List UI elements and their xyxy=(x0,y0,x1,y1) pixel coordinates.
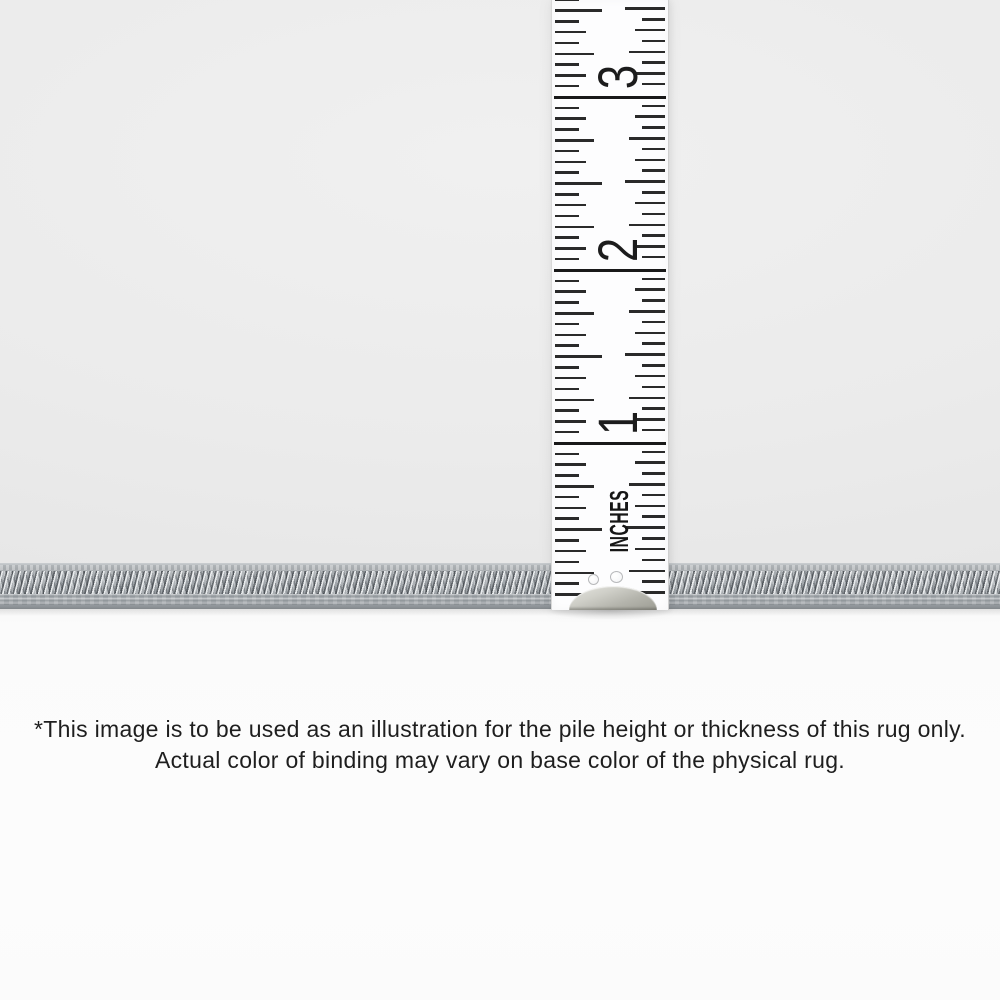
ruler-tick xyxy=(642,537,665,540)
ruler-tick xyxy=(635,29,665,32)
ruler-tick xyxy=(555,42,579,45)
ruler-tick xyxy=(555,63,579,66)
ruler-tick xyxy=(555,301,579,304)
ruler-tick xyxy=(555,139,594,142)
ruler-tick xyxy=(555,182,602,185)
ruler-number-3: 3 xyxy=(586,64,649,90)
ruler-tick xyxy=(555,128,579,131)
ruler-tick xyxy=(555,236,579,239)
ruler-tick xyxy=(555,528,602,531)
floor-background xyxy=(0,609,1000,1000)
ruler-unit-label: INCHES xyxy=(604,489,634,553)
ruler-tick xyxy=(625,7,665,10)
ruler-tick xyxy=(555,258,579,261)
ruler-inch-line xyxy=(554,96,666,99)
ruler-tick xyxy=(555,388,579,391)
ruler-tick xyxy=(555,150,579,153)
ruler-tick xyxy=(642,278,665,281)
ruler-tick xyxy=(555,431,579,434)
rug-weave-rows xyxy=(0,594,1000,605)
ruler-tick xyxy=(642,105,665,108)
rug-edge-strip xyxy=(0,563,1000,609)
ruler-tick xyxy=(642,559,665,562)
ruler-tick xyxy=(642,515,665,518)
ruler-tick xyxy=(629,137,665,140)
ruler-tick xyxy=(642,148,665,151)
ruler-tick xyxy=(555,355,602,358)
ruler-tick xyxy=(642,61,665,64)
ruler-tick xyxy=(555,53,594,56)
ruler-inch-line xyxy=(554,269,666,272)
ruler-tick xyxy=(635,461,665,464)
ruler-number-2: 2 xyxy=(586,237,649,263)
ruler-tick xyxy=(635,159,665,162)
ruler-tick xyxy=(555,312,594,315)
ruler-tick xyxy=(642,213,665,216)
rug-floor-shadow xyxy=(0,609,1000,616)
tape-end-metal-tab xyxy=(569,586,657,610)
ruler-tick xyxy=(555,344,579,347)
ruler-tick xyxy=(642,234,665,237)
ruler-tick xyxy=(555,572,594,575)
ruler-tick xyxy=(555,280,579,283)
tape-measure xyxy=(551,0,669,610)
ruler-tick xyxy=(555,539,579,542)
ruler-tick xyxy=(555,107,579,110)
ruler-tick xyxy=(555,453,579,456)
ruler-tick xyxy=(555,117,586,120)
ruler-tick xyxy=(555,0,579,1)
ruler-tick xyxy=(555,463,586,466)
ruler-tick xyxy=(555,409,579,412)
ruler-tick xyxy=(635,505,665,508)
ruler-tick xyxy=(555,9,602,12)
ruler-tick xyxy=(642,18,665,21)
ruler-tick xyxy=(635,332,665,335)
ruler-tick xyxy=(555,517,579,520)
ruler-tick xyxy=(555,507,586,510)
ruler-tick xyxy=(555,582,579,585)
ruler-tick xyxy=(555,366,579,369)
ruler-tick xyxy=(635,202,665,205)
disclaimer-text xyxy=(0,714,1000,776)
ruler-tick xyxy=(642,451,665,454)
disclaimer-line-1: *This image is to be used as an illustration for the pile height or thickness of this rug only. xyxy=(34,716,966,742)
ruler-tick xyxy=(642,494,665,497)
ruler-tick xyxy=(555,399,594,402)
ruler-tick xyxy=(625,353,665,356)
ruler-tick xyxy=(555,161,586,164)
ruler-tick xyxy=(555,485,594,488)
ruler-tick xyxy=(555,323,579,326)
ruler-tick xyxy=(555,290,586,293)
ruler-tick xyxy=(555,550,586,553)
ruler-tick xyxy=(642,407,665,410)
rug-weave-texture xyxy=(0,571,1000,594)
ruler-inch-line xyxy=(554,442,666,445)
ruler-tick xyxy=(642,342,665,345)
ruler-tick xyxy=(555,474,579,477)
ruler-tick xyxy=(629,397,665,400)
ruler-tick xyxy=(635,548,665,551)
ruler-tick xyxy=(635,115,665,118)
ruler-number-1: 1 xyxy=(586,410,649,436)
ruler-tick xyxy=(629,224,665,227)
ruler-tick xyxy=(555,193,579,196)
ruler-tick xyxy=(642,191,665,194)
ruler-tick xyxy=(642,364,665,367)
ruler-tick xyxy=(629,570,665,573)
ruler-tick xyxy=(555,226,594,229)
ruler-tick xyxy=(555,204,586,207)
rug-top-binding xyxy=(0,565,1000,570)
ruler-tick xyxy=(629,483,665,486)
ruler-tick xyxy=(555,215,579,218)
ruler-tick xyxy=(629,51,665,54)
ruler-tick xyxy=(625,180,665,183)
ruler-tick xyxy=(555,74,586,77)
ruler-tick xyxy=(555,377,586,380)
ruler-tick xyxy=(555,171,579,174)
ruler-tick xyxy=(555,420,586,423)
ruler-tick xyxy=(642,386,665,389)
ruler-tick xyxy=(635,288,665,291)
ruler-tick xyxy=(642,40,665,43)
ruler-tick xyxy=(555,334,586,337)
ruler-tick xyxy=(642,299,665,302)
ruler-tick xyxy=(555,247,586,250)
ruler-tick xyxy=(642,580,665,583)
ruler-tick xyxy=(555,561,579,564)
ruler-tick xyxy=(555,31,586,34)
ruler-tick xyxy=(635,375,665,378)
ruler-tick xyxy=(642,169,665,172)
ruler-tick xyxy=(555,20,579,23)
reflection-droplet xyxy=(610,571,623,583)
disclaimer-line-2: Actual color of binding may vary on base color of the physical rug. xyxy=(154,747,845,773)
ruler-tick xyxy=(629,310,665,313)
ruler-tick xyxy=(555,85,579,88)
ruler-tick xyxy=(555,496,579,499)
reflection-droplet xyxy=(588,574,599,585)
ruler-tick xyxy=(642,126,665,129)
ruler-tick xyxy=(642,472,665,475)
ruler-tick xyxy=(642,321,665,324)
